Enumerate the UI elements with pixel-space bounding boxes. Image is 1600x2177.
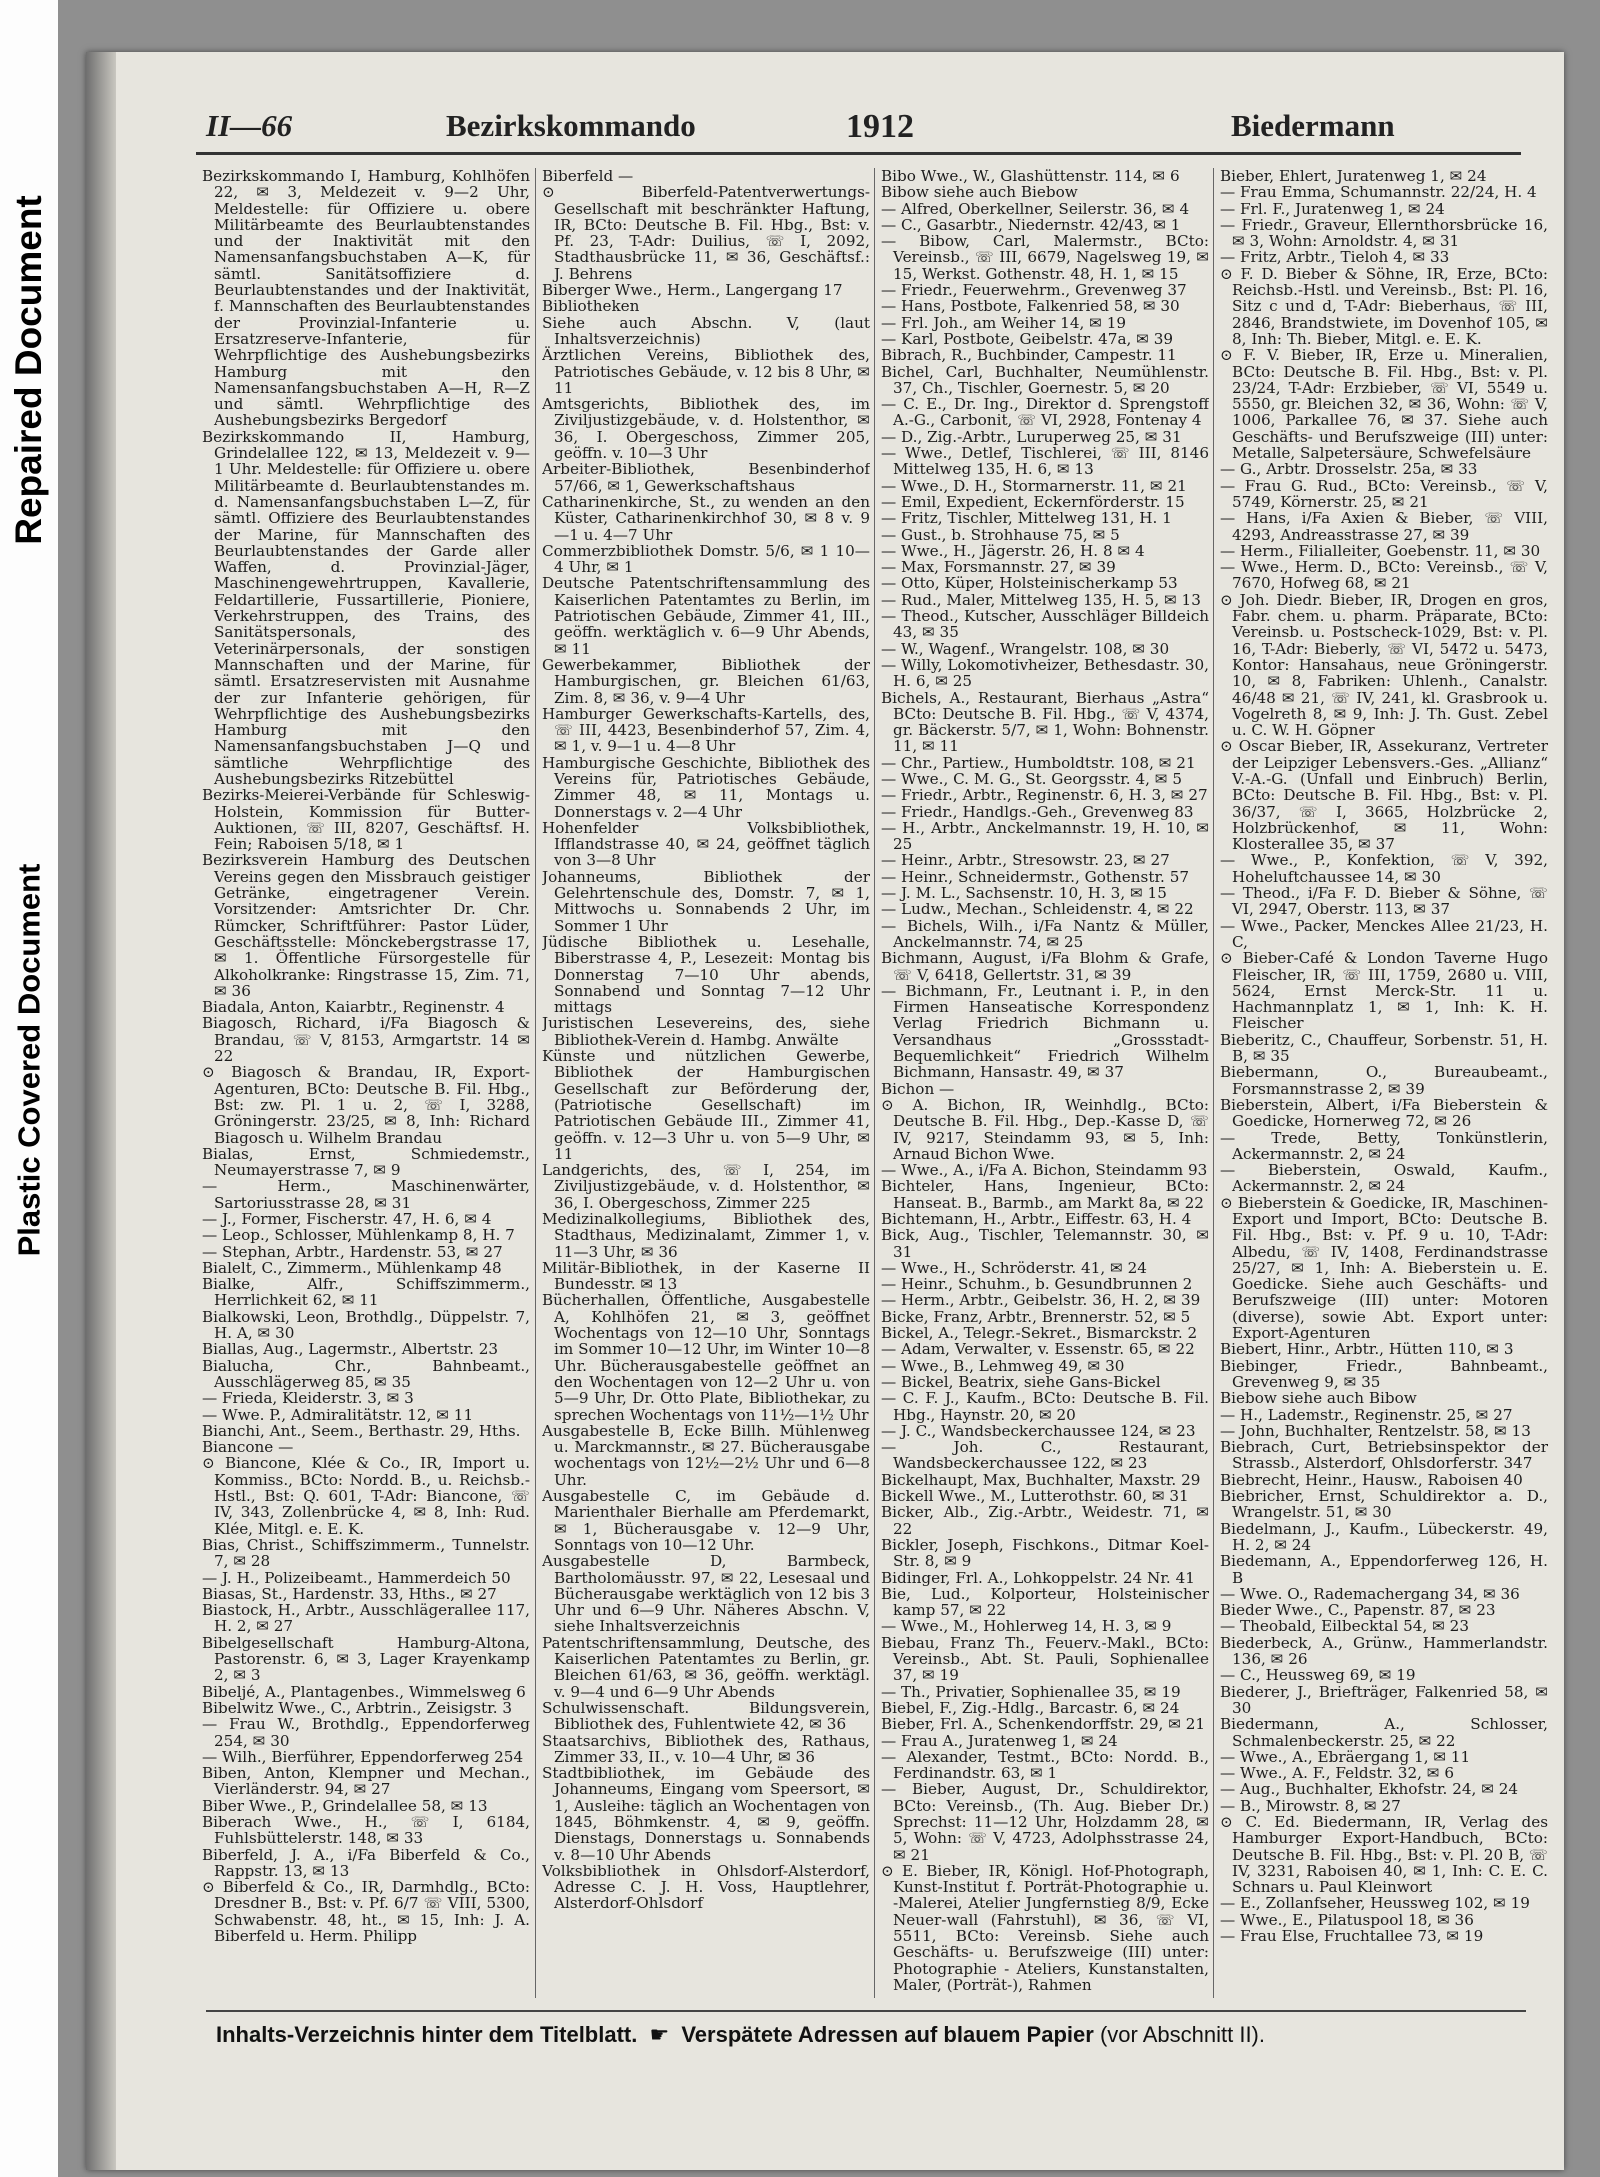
directory-entry: Bibelgesellschaft Hamburg-Altona, Pastorenstr. 6, ✉ 3, Lager Krayenkamp 2, ✉ 3 [202, 1633, 530, 1685]
directory-entry: Commerzbibliothek Domstr. 5/6, ✉ 1 10—4 Uhr, ✉ 1 [542, 541, 870, 577]
directory-entry: — C., Heussweg 69, ✉ 19 [1220, 1666, 1416, 1685]
column-divider [874, 168, 875, 1998]
directory-entry: — Bieberstein, Oswald, Kaufm., Ackermannstr. 2, ✉ 24 [1220, 1161, 1548, 1196]
directory-entry: Siehe auch Abschn. V, (laut Inhaltsverzeichnis) [542, 313, 870, 348]
directory-entry: — Friedr., Handlgs.-Geh., Grevenweg 83 [881, 802, 1194, 821]
directory-entry: ⊙ Bieber-Café & London Taverne Hugo Fleischer, IR, ☏ III, 1759, 2680 u. VIII, 5624, Ernst Merck-Str. 11 u. Hachmannplatz 1, ✉ 1, Inh: K. H. Fleischer [1220, 949, 1548, 1033]
directory-entry: — Bieber, August, Dr., Schuldirektor, BCto: Vereinsb., (Th. Aug. Bieber Dr.) Sprechst: 11—12 Uhr, Holzdamm 28, ✉ 5, Wohn: ☏ V, 4723, Adolphsstrasse 24, ✉ 21 [881, 1780, 1209, 1864]
directory-entry: Bickel, A., Telegr.-Sekret., Bismarckstr. 2 [881, 1324, 1198, 1343]
directory-entry: Biederbeck, A., Grünw., Hammerlandstr. 136, ✉ 26 [1220, 1633, 1548, 1669]
directory-entry: Bieber, Ehlert, Juratenweg 1, ✉ 24 [1220, 168, 1487, 185]
column-4 [1220, 168, 1548, 2011]
directory-entry: Ausgabestelle B, Ecke Billh. Mühlenweg u. Marckmannstr., ✉ 27. Bücherausgabe wochentags von 12½—2½ Uhr und 6—8 Uhr. [542, 1421, 870, 1489]
header-rule [196, 152, 1521, 155]
directory-entry: Patentschriftensammlung, Deutsche, des Kaiserlichen Patentamtes zu Berlin, gr. Bleichen 61/63, ✉ 36, geöffn. werktägl. v. 9—4 und 6—9 Uhr Abends [542, 1633, 870, 1701]
directory-entry: — Alfred, Oberkellner, Seilerstr. 36, ✉ 4 [881, 199, 1190, 218]
column-2 [542, 168, 870, 2011]
directory-entry: Bialucha, Chr., Bahnbeamt., Ausschlägerweg 85, ✉ 35 [202, 1356, 530, 1391]
directory-entry: Biebrecht, Heinr., Hausw., Raboisen 40 [1220, 1470, 1523, 1489]
page-header [196, 94, 1516, 150]
footer-rule [206, 2010, 1526, 2012]
directory-entry: Biebricher, Ernst, Schuldirektor a. D., Wrangelstr. 51, ✉ 30 [1220, 1487, 1548, 1522]
directory-entry: Künste und nützlichen Gewerbe, Bibliothek der Hamburgischen Gesellschaft zur Beförderung der, (Patriotische Gesellschaft) im Patriotischen Gebäude III., Zimmer 41, geöffn. v. 12—3 Uhr u. von 5—9 Uhr, ✉ 11 [542, 1047, 870, 1163]
directory-entry: — Rud., Maler, Mittelweg 135, H. 5, ✉ 13 [881, 590, 1201, 609]
directory-entry: — Wilh., Bierführer, Eppendorferweg 254 [202, 1747, 524, 1766]
directory-entry: Catharinenkirche, St., zu wenden an den Küster, Catharinenkirchhof 30, ✉ 8 v. 9—1 u. 4—7 Uhr [542, 492, 870, 544]
directory-entry: — Trede, Betty, Tonkünstlerin, Ackermannstr. 2, ✉ 24 [1220, 1128, 1548, 1163]
repaired-document-label [0, 60, 58, 680]
directory-entry: — Joh. C., Restaurant, Wandsbeckerchaussee 122, ✉ 23 [881, 1438, 1209, 1473]
directory-entry: — J. M. L., Sachsenstr. 10, H. 3, ✉ 15 [881, 884, 1167, 903]
directory-entry: — Theod., Kutscher, Ausschläger Billdeich 43, ✉ 35 [881, 607, 1209, 642]
directory-entry: Bicker, Alb., Zig.-Arbtr., Weidestr. 71, ✉ 22 [881, 1503, 1209, 1538]
directory-entry: — C., Gasarbtr., Niedernstr. 42/43, ✉ 1 [881, 215, 1181, 234]
directory-entry: Biedelmann, J., Kaufm., Lübeckerstr. 49, H. 2, ✉ 24 [1220, 1519, 1548, 1554]
directory-entry: Bichmann, August, i/Fa Blohm & Grafe, ☏ V, 6418, Gellertstr. 31, ✉ 39 [881, 949, 1209, 984]
directory-entry: Bialkowski, Leon, Brothdlg., Düppelstr. 7, H. A, ✉ 30 [202, 1307, 530, 1343]
page-footer [216, 2022, 1526, 2048]
directory-entry: — C. F. J., Kaufm., BCto: Deutsche B. Fil. Hbg., Haynstr. 20, ✉ 20 [881, 1389, 1209, 1424]
directory-entry: — Frau G. Rud., BCto: Vereinsb., ☏ V, 5749, Körnerstr. 25, ✉ 21 [1220, 476, 1548, 511]
directory-entry: Bezirksverein Hamburg des Deutschen Vereins gegen den Missbrauch geistiger Getränke, eingetragener Verein. Vorsitzender: Amtsrichter Dr. Chr. Rümcker, Schriftführer: Pastor Lüder, Geschäftsstelle: Mönckebergstrasse 17, ✉ 1. Öffentliche Fürsorgestelle für Alkoholkranke: Ringstrasse 15, Zim. 71, ✉ 36 [202, 851, 530, 1000]
directory-entry: Ärztlichen Vereins, Bibliothek des, Patriotisches Gebäude, v. 12 bis 8 Uhr, ✉ 11 [542, 346, 870, 397]
header-right-keyword: Biedermann [1231, 108, 1395, 143]
directory-entry: Biancone — [202, 1438, 294, 1457]
directory-entry: — Theod., i/Fa F. D. Bieber & Söhne, ☏ VI, 2947, Oberstr. 113, ✉ 37 [1220, 884, 1548, 919]
directory-entry: ⊙ Oscar Bieber, IR, Assekuranz, Vertreter der Leipziger Lebensvers.-Ges. „Allianz“ V.-A.-G. (Unfall und Einbruch) Berlin, BCto: Deutsche B. Fil. Hbg., Bst: v. Pl. 36/37, ☏ I, 3665, Holzbrücke 2, Holzbrückenhof, ✉ 11, Wohn: Klosterallee 35, ✉ 37 [1220, 737, 1548, 854]
directory-entry: — Wwe. P., Admiralitätstr. 12, ✉ 11 [202, 1405, 474, 1424]
directory-entry: — Wwe., C. M. G., St. Georgsstr. 4, ✉ 5 [881, 769, 1182, 788]
directory-entry: Biastock, H., Arbtr., Ausschlägerallee 117, H. 2, ✉ 27 [202, 1601, 530, 1636]
column-divider [535, 168, 536, 1998]
column-3 [881, 168, 1209, 2011]
directory-entry: — Adam, Verwalter, v. Essenstr. 65, ✉ 22 [881, 1340, 1195, 1359]
pointing-hand-icon: ☛ [649, 2022, 670, 2047]
directory-entry: — Wwe., M., Hohlerweg 14, H. 3, ✉ 9 [881, 1617, 1172, 1636]
directory-entry: — H., Arbtr., Anckelmannstr. 19, H. 10, ✉ 25 [881, 818, 1209, 854]
directory-entry: — Bichmann, Fr., Leutnant i. P., in den Firmen Hanseatische Korrespondenz Verlag Friedrich Bichmann u. Versandhaus „Grossstadt-Bequemlichkeit“ Friedrich Wilhelm Bichmann, Hansastr. 49, ✉ 37 [881, 981, 1209, 1082]
page-number: II—66 [206, 108, 293, 143]
directory-entry: Hamburger Gewerkschafts-Kartells, des, ☏ III, 4423, Besenbinderhof 57, Zim. 4, ✉ 1, v. 9—1 u. 4—8 Uhr [542, 704, 870, 756]
directory-entry: — Wwe., B., Lehmweg 49, ✉ 30 [881, 1356, 1125, 1375]
directory-entry: Bibow siehe auch Biebow [881, 183, 1078, 202]
directory-entry: Bieberitz, C., Chauffeur, Sorbenstr. 51, H. B, ✉ 35 [1220, 1030, 1548, 1066]
directory-entry: Arbeiter-Bibliothek, Besenbinderhof 57/66, ✉ 1, Gewerkschaftshaus [542, 460, 870, 495]
directory-entry: — Emil, Expedient, Eckernförderstr. 15 [881, 492, 1185, 511]
directory-entry: Bialelt, C., Zimmerm., Mühlenkamp 48 [202, 1258, 502, 1277]
directory-entry: Bichon — [881, 1079, 955, 1098]
directory-entry: Bichteler, Hans, Ingenieur, BCto: Hanseat. B., Barmb., am Markt 8a, ✉ 22 [881, 1177, 1209, 1212]
directory-entry: Biebel, F., Zig.-Hdlg., Barcastr. 6, ✉ 24 [881, 1698, 1180, 1717]
directory-entry: Bieder Wwe., C., Papenstr. 87, ✉ 23 [1220, 1601, 1496, 1620]
directory-entry: — Frl. F., Juratenweg 1, ✉ 24 [1220, 199, 1445, 218]
directory-entry: Amtsgerichts, Bibliothek des, im Ziviljustizgebäude, v. d. Holstenthor, ✉ 36, I. Obergeschoss, Zimmer 205, geöffn. v. 10—3 Uhr [542, 395, 870, 463]
directory-entry: Juristischen Lesevereins, des, siehe Bibliothek-Verein d. Hambg. Anwälte [542, 1014, 870, 1049]
document-page [86, 52, 1564, 2170]
directory-entry: — Heinr., Arbtr., Stresowstr. 23, ✉ 27 [881, 851, 1170, 870]
directory-entry: — Wwe., H., Schröderstr. 41, ✉ 24 [881, 1258, 1147, 1277]
directory-entry: — Herm., Maschinenwärter, Sartoriusstrasse 28, ✉ 31 [202, 1177, 530, 1212]
directory-entry: Johanneums, Bibliothek der Gelehrtenschule des, Domstr. 7, ✉ 1, Mittwochs u. Sonnabends 2 Uhr, im Sommer 1 Uhr [542, 867, 870, 935]
directory-entry: — G., Arbtr. Drosselstr. 25a, ✉ 33 [1220, 460, 1478, 479]
directory-entry: — Hans, Postbote, Falkenried 58, ✉ 30 [881, 297, 1180, 316]
directory-entry: ⊙ Bieberstein & Goedicke, IR, Maschinen-Export und Import, BCto: Deutsche B. Fil. Hbg., Bst: v. Pf. 9 u. 10, T-Adr: Albedu, ☏ IV, 1408, Ferdinandstrasse 25/27, ✉ 1, Inh: A. Bieberstein u. E. Goedicke. Siehe auch Geschäfts- und Berufszweige (III) unter: Motoren (diverse), sowie Abt. Export unter: Export-Agenturen [1220, 1193, 1548, 1343]
directory-entry: — Wwe., D. H., Stormarnerstr. 11, ✉ 21 [881, 476, 1187, 495]
directory-entry: ⊙ Biagosch & Brandau, IR, Export-Agenturen, BCto: Deutsche B. Fil. Hbg., Bst: zw. Pl. 1 u. 2, ☏ I, 3288, Gröningerstr. 23/25, ✉ 8, Inh: Richard Biagosch u. Wilhelm Brandau [202, 1063, 530, 1147]
directory-entry: — John, Buchhalter, Rentzelstr. 58, ✉ 13 [1220, 1421, 1531, 1440]
directory-entry: — Hans, i/Fa Axien & Bieber, ☏ VIII, 4293, Andreasstrasse 27, ✉ 39 [1220, 509, 1548, 544]
directory-entry: Biebermann, O., Bureaubeamt., Forsmannstrasse 2, ✉ 39 [1220, 1063, 1548, 1098]
directory-entry: — E., Zollanfseher, Heussweg 102, ✉ 19 [1220, 1894, 1530, 1913]
directory-entry: — W., Wagenf., Wrangelstr. 108, ✉ 30 [881, 639, 1170, 658]
directory-entry: — Fritz, Tischler, Mittelweg 131, H. 1 [881, 509, 1172, 528]
directory-entry: Schulwissenschaft. Bildungsverein, Bibliothek des, Fuhlentwiete 42, ✉ 36 [542, 1698, 870, 1734]
directory-entry: Bücherhallen, Öffentliche, Ausgabestelle A, Kohlhöfen 21, ✉ 3, geöffnet Wochentags von 12—10 Uhr, Sonntags im Sommer 10—12 Uhr, im Winter 10—8 Uhr. Bücherausgabestelle geöffnet an den Wochentagen von 12—2 Uhr u. von 5—9 Uhr, Dr. Otto Plate, Bibliothekar, zu sprechen Wochentags von 11½—1½ Uhr [542, 1291, 870, 1424]
directory-entry: ⊙ A. Bichon, IR, Weinhdlg., BCto: Deutsche B. Fil. Hbg., Dep.-Kasse D, ☏ IV, 9217, Steindamm 93, ✉ 5, Inh: Arnaud Bichon Wwe. [881, 1095, 1209, 1163]
directory-entry: Bicke, Franz, Arbtr., Brennerstr. 52, ✉ 5 [881, 1307, 1191, 1326]
directory-entry: — Frl. Joh., am Weiher 14, ✉ 19 [881, 313, 1127, 332]
directory-entry: — Bichels, Wilh., i/Fa Nantz & Müller, Anckelmannstr. 74, ✉ 25 [881, 916, 1209, 951]
directory-entry: — Theobald, Eilbecktal 54, ✉ 23 [1220, 1617, 1469, 1636]
directory-entry: — Fritz, Arbtr., Tieloh 4, ✉ 33 [1220, 248, 1450, 267]
directory-entry: Biberger Wwe., Herm., Langergang 17 [542, 281, 843, 300]
directory-entry: Bieberstein, Albert, i/Fa Bieberstein & Goedicke, Hornerweg 72, ✉ 26 [1220, 1095, 1548, 1131]
directory-entry: Stadtbibliothek, im Gebäude des Johanneums, Eingang vom Speersort, ✉ 1, Ausleihe: täglich an Wochentagen von 1845, Böhmkenstr. 4, ✉ 9, geöffn. Dienstags, Donnerstags u. Sonnabends v. 8—10 Uhr Abends [542, 1764, 870, 1864]
directory-entry: Bias, Christ., Schiffszimmerm., Tunnelstr. 7, ✉ 28 [202, 1535, 530, 1571]
directory-entry: Ausgabestelle C, im Gebäude d. Marienthaler Bierhalle am Pferdemarkt, ✉ 1, Bücherausgabe v. 12—9 Uhr, Sonntags von 10—12 Uhr. [542, 1487, 870, 1554]
directory-entry: — J., Former, Fischerstr. 47, H. 6, ✉ 4 [202, 1210, 492, 1228]
directory-entry: — Willy, Lokomotivheizer, Bethesdastr. 30, H. 6, ✉ 25 [881, 655, 1209, 691]
directory-entry: Deutsche Patentschriftensammlung des Kaiserlichen Patentamtes zu Berlin, im Patriotischen Gebäude, Zimmer 41, III., geöffn. werktäglich v. 6—9 Uhr Abends, ✉ 11 [542, 574, 870, 658]
directory-entry: ⊙ Biancone, Klée & Co., IR, Import u. Kommiss., BCto: Nordd. B., u. Reichsb.-Hstl., Bst: Q. 601, T-Adr: Biancone, ☏ IV, 343, Zollenbrücke 4, ✉ 8, Inh: Rud. Klée, Mitgl. e. E. K. [202, 1454, 530, 1538]
directory-entry: — J. C., Wandsbeckerchaussee 124, ✉ 23 [881, 1421, 1196, 1440]
directory-entry: Biagosch, Richard, i/Fa Biagosch & Brandau, ☏ V, 8153, Armgartstr. 14 ✉ 22 [202, 1014, 530, 1066]
directory-entry: — Leop., Schlosser, Mühlenkamp 8, H. 7 [202, 1226, 515, 1245]
directory-entry: Bieber, Frl. A., Schenkendorffstr. 29, ✉ 21 [881, 1715, 1206, 1734]
directory-entry: — Aug., Buchhalter, Ekhofstr. 24, ✉ 24 [1220, 1780, 1519, 1799]
directory-entry: Bie, Lud., Kolporteur, Holsteinischer kamp 57, ✉ 22 [881, 1584, 1209, 1620]
plastic-covered-document-text: Plastic Covered Document [11, 863, 47, 1257]
directory-entry: — Friedr., Arbtr., Reginenstr. 6, H. 3, ✉ 27 [881, 786, 1208, 805]
directory-entry: — J. H., Polizeibeamt., Hammerdeich 50 [202, 1568, 511, 1587]
directory-entry: — Alexander, Testmt., BCto: Nordd. B., Ferdinandstr. 63, ✉ 1 [881, 1747, 1209, 1783]
directory-entry: Bialke, Alfr., Schiffszimmerm., Herrlichkeit 62, ✉ 11 [202, 1275, 530, 1310]
directory-entry: Biebrach, Curt, Betriebsinspektor der Strassb., Alsterdorf, Ohlsdorferstr. 347 [1220, 1438, 1548, 1473]
directory-entry: — Wwe., H., Jägerstr. 26, H. 8 ✉ 4 [881, 541, 1145, 560]
directory-entry: — Wwe., Detlef, Tischlerei, ☏ III, 8146 Mittelweg 135, H. 6, ✉ 13 [881, 444, 1209, 479]
directory-entry: — Wwe. O., Rademachergang 34, ✉ 36 [1220, 1584, 1520, 1603]
directory-entry: — Gust., b. Strohhause 75, ✉ 5 [881, 525, 1120, 544]
directory-entry: — Herm., Filialleiter, Goebenstr. 11, ✉ 30 [1220, 541, 1541, 560]
directory-entry: Biasas, St., Hardenstr. 33, Hths., ✉ 27 [202, 1584, 497, 1603]
directory-entry: Gewerbekammer, Bibliothek der Hamburgischen, gr. Bleichen 61/63, Zim. 8, ✉ 36, v. 9—4 Uhr [542, 655, 870, 707]
directory-entry: Bianchi, Ant., Seem., Berthastr. 29, Hths. [202, 1421, 521, 1440]
directory-entry: Hohenfelder Volksbibliothek, Ifflandstrasse 40, ✉ 24, geöffnet täglich von 3—8 Uhr [542, 818, 870, 870]
directory-entry: — Ludw., Mechan., Schleidenstr. 4, ✉ 22 [881, 900, 1194, 919]
directory-entry: Bichels, A., Restaurant, Bierhaus „Astra“ BCto: Deutsche B. Fil. Hbg., ☏ V, 4374, gr. Bäckerstr. 5/7, ✉ 1, Wohn: Bohnenstr. 11, ✉ 11 [881, 688, 1209, 756]
directory-entry: Biedermann, A., Schlosser, Schmalenbeckerstr. 25, ✉ 22 [1220, 1715, 1548, 1750]
directory-entry: Staatsarchivs, Bibliothek des, Rathaus, Zimmer 33, II., v. 10—4 Uhr, ✉ 36 [542, 1731, 870, 1766]
directory-entry: Bichtemann, H., Arbtr., Eiffestr. 63, H. 4 [881, 1210, 1192, 1228]
directory-entry: — Wwe., Herm. D., BCto: Vereinsb., ☏ V, 7670, Hofweg 68, ✉ 21 [1220, 558, 1548, 593]
directory-entry: — Wwe., E., Pilatuspool 18, ✉ 36 [1220, 1910, 1474, 1929]
directory-entry: Bibrach, R., Buchbinder, Campestr. 11 [881, 346, 1177, 365]
directory-entry: Biebinger, Friedr., Bahnbeamt., Grevenweg 9, ✉ 35 [1220, 1356, 1548, 1391]
directory-entry: Bick, Aug., Tischler, Telemannstr. 30, ✉ 31 [881, 1226, 1209, 1261]
directory-entry: Bickelhaupt, Max, Buchhalter, Maxstr. 29 [881, 1470, 1201, 1489]
directory-entry: Biben, Anton, Klempner und Mechan., Vierländerstr. 94, ✉ 27 [202, 1764, 530, 1799]
directory-entry: ⊙ F. V. Bieber, IR, Erze u. Mineralien, BCto: Deutsche B. Fil. Hbg., Bst: v. Pl. 23/24, T-Adr: Erzbieber, ☏ VI, 5549 u. 5550, gr. Bleichen 32, ✉ 36, Wohn: ☏ V, 1006, Parkallee 76, ✉ 37. Siehe auch Geschäfts- und Berufszweige (III) unter: Metalle, Salpetersäure, Schwefelsäure [1220, 346, 1548, 463]
directory-entry: — Frau Emma, Schumannstr. 22/24, H. 4 [1220, 183, 1537, 202]
directory-entry: Biadala, Anton, Kaiarbtr., Reginenstr. 4 [202, 998, 505, 1017]
directory-entry: Biberfeld — [542, 168, 634, 185]
directory-entry: — Wwe., A., i/Fa A. Bichon, Steindamm 93 [881, 1161, 1208, 1180]
directory-entry: — Wwe., A., Ebräergang 1, ✉ 11 [1220, 1747, 1471, 1766]
directory-entry: Landgerichts, des, ☏ I, 254, im Ziviljustizgebäude, v. d. Holstenthor, ✉ 36, I. Obergeschoss, Zimmer 225 [542, 1161, 870, 1212]
directory-entry: Bezirkskommando II, Hamburg, Grindelallee 122, ✉ 13, Meldezeit v. 9—1 Uhr. Meldestelle: für Offiziere u. obere Militärbeamte d. Beurlaubtenstandes m. d. Namensanfangsbuchstaben L—Z, für sämtl. Offiziere des Beurlaubtenstandes der Marine, für Mannschaften des Beurlaubtenstandes der Garde aller Waffen, d. Provinzial-Jäger, Maschinengewehrtruppen, Kavallerie, Feldartillerie, Fussartillerie, Pioniere, Verkehrstruppen, des Trains, des Sanitätspersonals, des Veterinärpersonals, der sonstigen Mannschaften und der Marine, für sämtl. Ersatzreservisten mit Ausnahme der zur Infanterie gehörigen, für Wehrpflichtige des Aushebungsbezirks Hamburg mit den Namensanfangsbuchstaben J—Q und sämtliche Wehrpflichtige des Aushebungsbezirks Ritzebüttel [202, 427, 530, 788]
directory-entry: — Karl, Postbote, Geibelstr. 47a, ✉ 39 [881, 329, 1174, 348]
directory-entry: Bezirks-Meierei-Verbände für Schleswig-Holstein, Kommission für Butter-Auktionen, ☏ III, 8207, Geschäftsf. H. Fein; Raboisen 5/18, ✉ 1 [202, 786, 530, 854]
directory-entry: Medizinalkollegiums, Bibliothek des, Stadthaus, Medizinalamt, Zimmer 1, v. 11—3 Uhr, ✉ 36 [542, 1210, 870, 1261]
directory-entry: — Frieda, Kleiderstr. 3, ✉ 3 [202, 1389, 414, 1408]
directory-entry: Biedemann, A., Eppendorferweg 126, H. B [1220, 1552, 1548, 1587]
plastic-covered-document-label [0, 700, 58, 1420]
directory-entry: Bickler, Joseph, Fischkons., Ditmar Koel-Str. 8, ✉ 9 [881, 1535, 1209, 1571]
directory-entry: ⊙ E. Bieber, IR, Königl. Hof-Photograph, Kunst-Institut f. Porträt-Photographie u. -Malerei, Atelier Jungfernstieg 8/9, Ecke Neuer-wall (Fahrstuhl), ✉ 36, ☏ VI, 5511, BCto: Vereinsb. Siehe auch Geschäfts- u. Berufszweige (III) unter: Photographie - Ateliers, Kunstanstalten, Maler, (Porträt-), Rahmen [881, 1861, 1209, 1994]
column-divider [1213, 168, 1214, 1998]
footer-index-note: Inhalts-Verzeichnis hinter dem Titelblatt. [216, 2022, 638, 2047]
directory-entry: — Wwe., A. F., Feldstr. 32, ✉ 6 [1220, 1764, 1454, 1783]
directory-entry: — Frau Else, Fruchtallee 73, ✉ 19 [1220, 1927, 1484, 1946]
directory-entry: — Stephan, Arbtr., Hardenstr. 53, ✉ 27 [202, 1242, 503, 1261]
directory-entry: — Wwe., P., Konfektion, ☏ V, 392, Hoheluftchaussee 14, ✉ 30 [1220, 851, 1548, 886]
directory-entry: — Th., Privatier, Sophienallee 35, ✉ 19 [881, 1682, 1181, 1701]
directory-entry: Bichel, Carl, Buchhalter, Neumühlenstr. 37, Ch., Tischler, Goernestr. 5, ✉ 20 [881, 362, 1209, 397]
directory-entry: — B., Mirowstr. 8, ✉ 27 [1220, 1796, 1401, 1815]
directory-entry: — Max, Forsmannstr. 27, ✉ 39 [881, 558, 1116, 577]
directory-entry: — Bibow, Carl, Malermstr., BCto: Vereinsb., ☏ III, 6679, Nagelsweg 19, ✉ 15, Werkst. Gothenstr. 48, H. 1, ✉ 15 [881, 232, 1209, 283]
directory-entry: — Herm., Arbtr., Geibelstr. 36, H. 2, ✉ 39 [881, 1291, 1201, 1310]
directory-entry: — Frau W., Brothdlg., Eppendorferweg 254, ✉ 30 [202, 1715, 530, 1750]
column-1 [202, 168, 530, 2011]
header-year: 1912 [846, 108, 914, 145]
directory-entry: — Bickel, Beatrix, siehe Gans-Bickel [881, 1372, 1161, 1391]
directory-entry: Biberfeld, J. A., i/Fa Biberfeld & Co., Rappstr. 13, ✉ 13 [202, 1845, 530, 1880]
directory-entry: — H., Lademstr., Reginenstr. 25, ✉ 27 [1220, 1405, 1513, 1424]
directory-entry: Biebert, Hinr., Arbtr., Hütten 110, ✉ 3 [1220, 1340, 1514, 1359]
directory-entry: ⊙ F. D. Bieber & Söhne, IR, Erze, BCto: Reichsb.-Hstl. und Vereinsb., Bst: Pl. 16, Sitz c und d, T-Adr: Bieberhaus, ☏ III, 2846, Brandstwiete, im Dovenhof 105, ✉ 8, Inh: Th. Bieber, Mitgl. e. E. K. [1220, 264, 1548, 348]
directory-entry: Bidinger, Frl. A., Lohkoppelstr. 24 Nr. 41 [881, 1568, 1195, 1587]
directory-entry: Bezirkskommando I, Hamburg, Kohlhöfen 22, ✉ 3, Meldezeit v. 9—2 Uhr, Meldestelle: für Offiziere u. obere Militärbeamte des Beurlaubtenstandes und der Inaktivität mit den Namensanfangsbuchstaben A—K, für sämtl. Sanitätsoffiziere d. Beurlaubtenstandes und der Inaktivität, f. Mannschaften des Beurlaubtenstandes der Provinzial-Infanterie u. Ersatzreserve-Infanterie, für Wehrpflichtige des Aushebungsbezirks Hamburg mit den Namensanfangsbuchstaben A—H, R—Z und sämtl. Wehrpflichtige des Aushebungsbezirks Bergedorf [202, 168, 530, 430]
directory-entry: Bialas, Ernst, Schmiedemstr., Neumayerstrasse 7, ✉ 9 [202, 1144, 530, 1180]
directory-entry: Biebau, Franz Th., Feuerv.-Makl., BCto: Vereinsb., Abt. St. Pauli, Sophienallee 37, ✉ 19 [881, 1633, 1209, 1685]
directory-entry: Ausgabestelle D, Barmbeck, Bartholomäusstr. 97, ✉ 22, Lesesaal und Bücherausgabe werktäglich von 12 bis 3 Uhr und 6—9 Uhr. Näheres Abschn. V, siehe Inhaltsverzeichnis [542, 1552, 870, 1636]
directory-entry: Bibelwitz Wwe., C., Arbtrin., Zeisigstr. 3 [202, 1698, 513, 1717]
directory-entry: Bickell Wwe., M., Lutterothstr. 60, ✉ 31 [881, 1487, 1189, 1506]
directory-entry: Biederer, J., Briefträger, Falkenried 58, ✉ 30 [1220, 1682, 1548, 1717]
directory-entry: Biallas, Aug., Lagermstr., Albertstr. 23 [202, 1340, 499, 1359]
directory-entry: — Friedr., Graveur, Ellernthorsbrücke 16, ✉ 3, Wohn: Arnoldstr. 4, ✉ 31 [1220, 215, 1548, 251]
directory-entry: Hamburgische Geschichte, Bibliothek des Vereins für, Patriotisches Gebäude, Zimmer 48, ✉ 11, Montags u. Donnerstags v. 2—4 Uhr [542, 753, 870, 821]
directory-entry: Bibliotheken [542, 297, 640, 316]
directory-entry: — D., Zig.-Arbtr., Luruperweg 25, ✉ 31 [881, 427, 1182, 446]
directory-entry: Biber Wwe., P., Grindelallee 58, ✉ 13 [202, 1796, 488, 1815]
repaired-document-text: Repaired Document [8, 195, 50, 545]
footer-section-note: (vor Abschnitt II). [1099, 2022, 1265, 2047]
directory-entry: — Chr., Partiew., Humboldtstr. 108, ✉ 21 [881, 753, 1196, 772]
directory-entry: ⊙ Biberfeld & Co., IR, Darmhdlg., BCto: Dresdner B., Bst: v. Pf. 6/7 ☏ VIII, 5300, Schwabenstr. 48, ht., ✉ 15, Inh: J. A. Biberfeld u. Herm. Philipp [202, 1878, 530, 1946]
sidebar [0, 0, 58, 2177]
footer-late-addresses: Verspätete Adressen auf blauem Papier [681, 2022, 1094, 2047]
directory-entry: Biberach Wwe., H., ☏ I, 6184, Fuhlsbüttelerstr. 148, ✉ 33 [202, 1812, 530, 1848]
directory-entry: Volksbibliothek in Ohlsdorf-Alsterdorf, Adresse C. J. H. Voss, Hauptlehrer, Alsterdorf-Ohlsdorf [542, 1861, 870, 1913]
directory-entry: Bibeljé, A., Plantagenbes., Wimmelsweg 6 [202, 1682, 526, 1701]
directory-entry: — Heinr., Schneidermstr., Gothenstr. 57 [881, 867, 1190, 886]
directory-entry: Bibo Wwe., W., Glashüttenstr. 114, ✉ 6 [881, 168, 1180, 185]
directory-entry: — Frau A., Juratenweg 1, ✉ 24 [881, 1731, 1118, 1750]
directory-entry: Biebow siehe auch Bibow [1220, 1389, 1417, 1408]
directory-entry: ⊙ Biberfeld-Patentverwertungs-Gesellschaft mit beschränkter Haftung, IR, BCto: Deutsche B. Fil. Hbg., Bst: v. Pf. 23, T-Adr: Duilius, ☏ I, 2092, Stadthausbrücke 11, ✉ 36, Geschäftsf.: J. Behrens [542, 183, 870, 283]
directory-entry: Jüdische Bibliothek u. Lesehalle, Biberstrasse 4, P., Lesezeit: Montag bis Donnerstag 7—10 Uhr abends, Sonnabend und Sonntag 7—12 Uhr mittags [542, 932, 870, 1017]
directory-entry: Militär-Bibliothek, in der Kaserne II Bundesstr. ✉ 13 [542, 1258, 870, 1294]
directory-entry: — Friedr., Feuerwehrm., Grevenweg 37 [881, 281, 1187, 300]
directory-entry: — C. E., Dr. Ing., Direktor d. Sprengstoff A.-G., Carbonit, ☏ VI, 2928, Fontenay 4 [881, 395, 1209, 430]
directory-entry: — Wwe., Packer, Menckes Allee 21/23, H. C, [1220, 916, 1548, 951]
header-left-keyword: Bezirkskommando [446, 108, 696, 143]
directory-entry: ⊙ C. Ed. Biedermann, IR, Verlag des Hamburger Export-Handbuch, BCto: Deutsche B. Fil. Hbg., Bst: v. Pl. 20 B, ☏ IV, 3231, Raboisen 40, ✉ 1, Inh: C. E. C. Schnars u. Paul Kleinwort [1220, 1812, 1548, 1897]
directory-entry: — Otto, Küper, Holsteinischerkamp 53 [881, 574, 1178, 593]
directory-entry: ⊙ Joh. Diedr. Bieber, IR, Drogen en gros, Fabr. chem. u. pharm. Präparate, BCto: Vereinsb. u. Postscheck-1029, Bst: v. Pl. 16, T-Adr: Bieberly, ☏ VI, 5472 u. 5473, Kontor: Hansahaus, neue Gröningerstr. 10, ✉ 8, Fabriken: Uhlenh., Canalstr. 46/48 ✉ 21, ☏ IV, 241, kl. Grasbrook u. Vogelreth 8, ✉ 9, Inh: J. Th. Gust. Zebel u. C. W. H. Göpner [1220, 590, 1548, 740]
directory-entry: — Heinr., Schuhm., b. Gesundbrunnen 2 [881, 1275, 1193, 1294]
